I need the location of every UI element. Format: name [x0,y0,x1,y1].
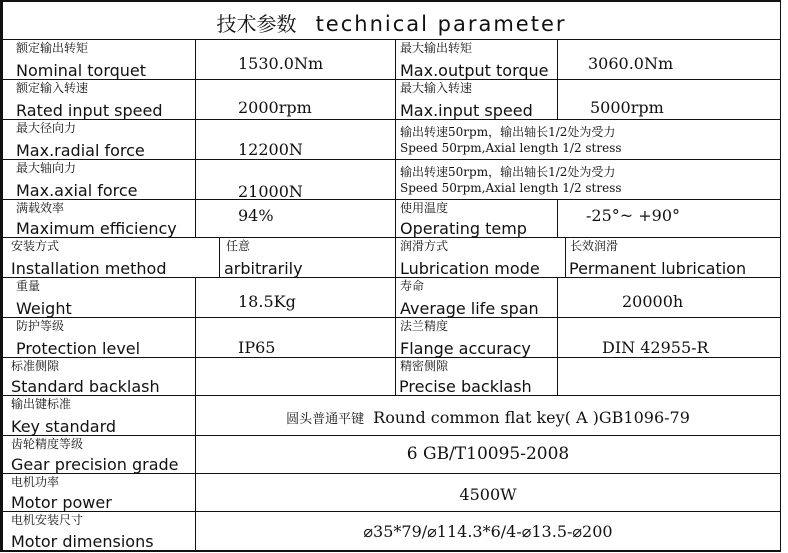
label-en: Max.axial force [16,181,138,200]
max-axial-force-value: 21000N [238,182,303,201]
row-motor-power [0,474,781,512]
note-en: Speed 50rpm,Axial length 1/2 stress [400,181,622,195]
label-cn: 齿轮精度等级 [11,437,84,451]
motor-power-value-cell [196,474,781,512]
standard-backlash-label [0,358,196,396]
label-en: Protection level [16,339,141,358]
label-cn: 满载效率 [16,201,65,215]
label-en: Motor power [11,493,112,512]
value-en: arbitrarily [224,259,303,278]
row-backlash [0,358,781,396]
label-cn: 使用温度 [400,201,449,215]
motor-power-label [0,474,196,512]
value-en: Permanent lubrication [569,259,747,278]
protection-level-value: IP65 [238,338,276,357]
installation-method-label [0,238,220,278]
operating-temp-label [396,200,558,238]
flange-accuracy-value: DIN 42955-R [602,338,709,357]
row-protection [0,318,781,358]
max-efficiency-value-cell [196,200,396,238]
max-axial-force-label [0,160,196,200]
label-cn: 最大径向力 [16,121,77,135]
label-cn: 寿命 [400,279,425,293]
max-radial-force-value: 12200N [238,140,303,159]
key-standard-value-cell [196,396,781,436]
title-en: technical parameter [315,12,567,36]
max-radial-force-value-cell [196,120,396,160]
weight-value: 18.5Kg [238,292,296,311]
note-en: Speed 50rpm,Axial length 1/2 stress [400,141,622,155]
label-cn: 精密侧隙 [400,359,449,373]
max-axial-force-value-cell [196,160,396,200]
max-output-torque-value-cell [558,40,781,80]
operating-temp-value-cell [558,200,781,238]
gear-precision-label [0,436,196,474]
label-en: Motor dimensions [11,532,154,551]
title-cn: 技术参数 [216,12,297,36]
label-cn: 输出键标准 [11,397,72,411]
max-efficiency-label [0,200,196,238]
precise-backlash-label [396,358,558,396]
row-key-standard [0,396,781,436]
precise-backlash-value-cell [558,358,781,396]
rated-input-speed-value: 2000rpm [238,98,312,117]
label-cn: 安装方式 [11,239,60,253]
row-radial-force [0,120,781,160]
label-en: Standard backlash [11,377,160,396]
note-cn: 输出转速50rpm，输出轴长1/2处为受力 [400,125,616,139]
label-cn: 润滑方式 [400,239,449,253]
installation-method-value [220,238,396,278]
row-speed [0,80,781,120]
row-installation [0,238,781,278]
max-input-speed-value-cell [558,80,781,120]
key-standard-value-en: Round common flat key( A )GB1096-79 [373,408,690,427]
nominal-torque-label [0,40,196,80]
label-en: Installation method [11,259,167,278]
protection-level-value-cell [196,318,396,358]
axial-force-note [396,160,781,200]
label-en: Gear precision grade [11,455,179,474]
flange-accuracy-value-cell [558,318,781,358]
row-torque [0,40,781,80]
key-standard-value-cn: 圆头普通平键 [286,412,365,427]
key-standard-value [196,408,780,427]
label-en: Nominal torquet [16,61,147,80]
label-cn: 电机功率 [11,475,60,489]
life-span-label [396,278,558,318]
label-en: Average life span [400,299,539,318]
label-en: Weight [16,299,72,318]
weight-value-cell [196,278,396,318]
label-cn: 标准侧隙 [11,359,60,373]
lubrication-mode-value [566,238,781,278]
label-cn: 防护等级 [16,319,65,333]
nominal-torque-value-cell [196,40,396,80]
standard-backlash-value-cell [196,358,396,396]
row-weight [0,278,781,318]
life-span-value-cell [558,278,781,318]
operating-temp-value: -25°~ +90° [586,206,681,225]
label-cn: 最大输入转速 [400,81,473,95]
label-cn: 额定输入转速 [16,81,89,95]
key-standard-label [0,396,196,436]
motor-dimensions-value: ⌀35*79/⌀114.3*6/4-⌀13.5-⌀200 [363,522,613,541]
max-input-speed-label [396,80,558,120]
max-input-speed-value: 5000rpm [590,98,664,117]
label-en: Flange accuracy [400,339,531,358]
protection-level-label [0,318,196,358]
max-efficiency-value: 94% [238,206,274,225]
label-en: Precise backlash [399,377,532,396]
rated-input-speed-value-cell [196,80,396,120]
radial-force-note [396,120,781,160]
motor-dimensions-value-cell [196,512,781,552]
label-en: Maximum efficiency [16,219,177,238]
row-motor-dimensions [0,512,781,552]
nominal-torque-value: 1530.0Nm [238,54,324,73]
value-cn: 任意 [226,239,251,253]
max-radial-force-label [0,120,196,160]
row-gear-precision [0,436,781,474]
note-cn: 输出转速50rpm，输出轴长1/2处为受力 [400,165,616,179]
label-en: Max.output torque [400,61,549,80]
max-output-torque-value: 3060.0Nm [588,54,674,73]
flange-accuracy-label [396,318,558,358]
rated-input-speed-label [0,80,196,120]
label-en: Key standard [11,417,117,436]
label-en: Operating temp [400,219,527,238]
weight-label [0,278,196,318]
motor-dimensions-label [0,512,196,552]
max-output-torque-label [396,40,558,80]
label-cn: 电机安装尺寸 [11,513,84,527]
gear-precision-value: 6 GB/T10095-2008 [406,444,570,464]
table-title [0,0,781,40]
label-cn: 额定输出转矩 [16,41,89,55]
lubrication-mode-label [396,238,566,278]
label-cn: 最大轴向力 [16,161,77,175]
value-cn: 长效润滑 [570,239,619,253]
row-efficiency [0,200,781,238]
label-en: Max.input speed [400,101,533,120]
label-cn: 法兰精度 [400,319,449,333]
label-cn: 重量 [16,279,41,293]
label-en: Lubrication mode [400,259,540,278]
label-en: Max.radial force [16,141,145,160]
motor-power-value: 4500W [459,485,517,504]
label-en: Rated input speed [16,101,163,120]
row-axial-force [0,160,781,200]
life-span-value: 20000h [622,292,684,311]
label-cn: 最大输出转矩 [400,41,473,55]
gear-precision-value-cell [196,436,781,474]
